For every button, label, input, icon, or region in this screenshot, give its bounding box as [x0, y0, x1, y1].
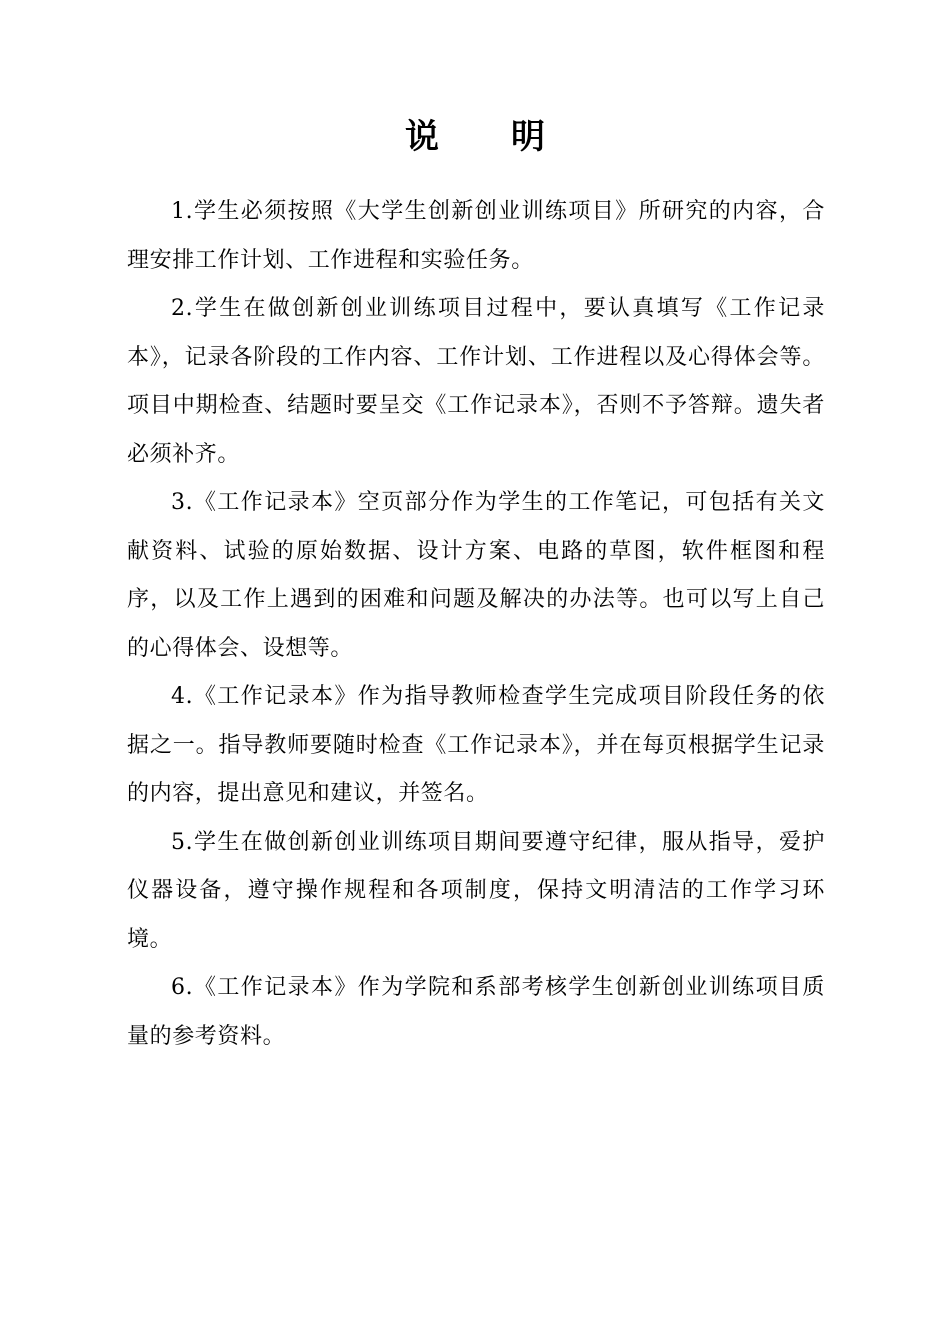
instruction-item-4: 4.《工作记录本》作为指导教师检查学生完成项目阶段任务的依据之一。指导教师要随时检查《工作记录本》，并在每页根据学生记录的内容，提出意见和建议，并签名。 [127, 684, 825, 806]
page-title: 说明 [405, 117, 617, 157]
instruction-item-2: 2.学生在做创新创业训练项目过程中，要认真填写《工作记录本》，记录各阶段的工作内容、工作计划、工作进程以及心得体会等。项目中期检查、结题时要呈交《工作记录本》，否则不予答辩。遗失者必须补齐。 [127, 296, 825, 467]
instructions-body [127, 188, 825, 1061]
instruction-item-1: 1.学生必须按照《大学生创新创业训练项目》所研究的内容，合理安排工作计划、工作进程和实验任务。 [127, 199, 825, 273]
instruction-item-3: 3.《工作记录本》空页部分作为学生的工作笔记，可包括有关文献资料、试验的原始数据、设计方案、电路的草图，软件框图和程序，以及工作上遇到的困难和问题及解决的办法等。也可以写上自己的心得体会、设想等。 [127, 490, 825, 661]
instruction-item-5: 5.学生在做创新创业训练项目期间要遵守纪律，服从指导，爱护仪器设备，遵守操作规程和各项制度，保持文明清洁的工作学习环境。 [127, 829, 825, 952]
instruction-item-6: 6.《工作记录本》作为学院和系部考核学生创新创业训练项目质量的参考资料。 [127, 975, 825, 1049]
